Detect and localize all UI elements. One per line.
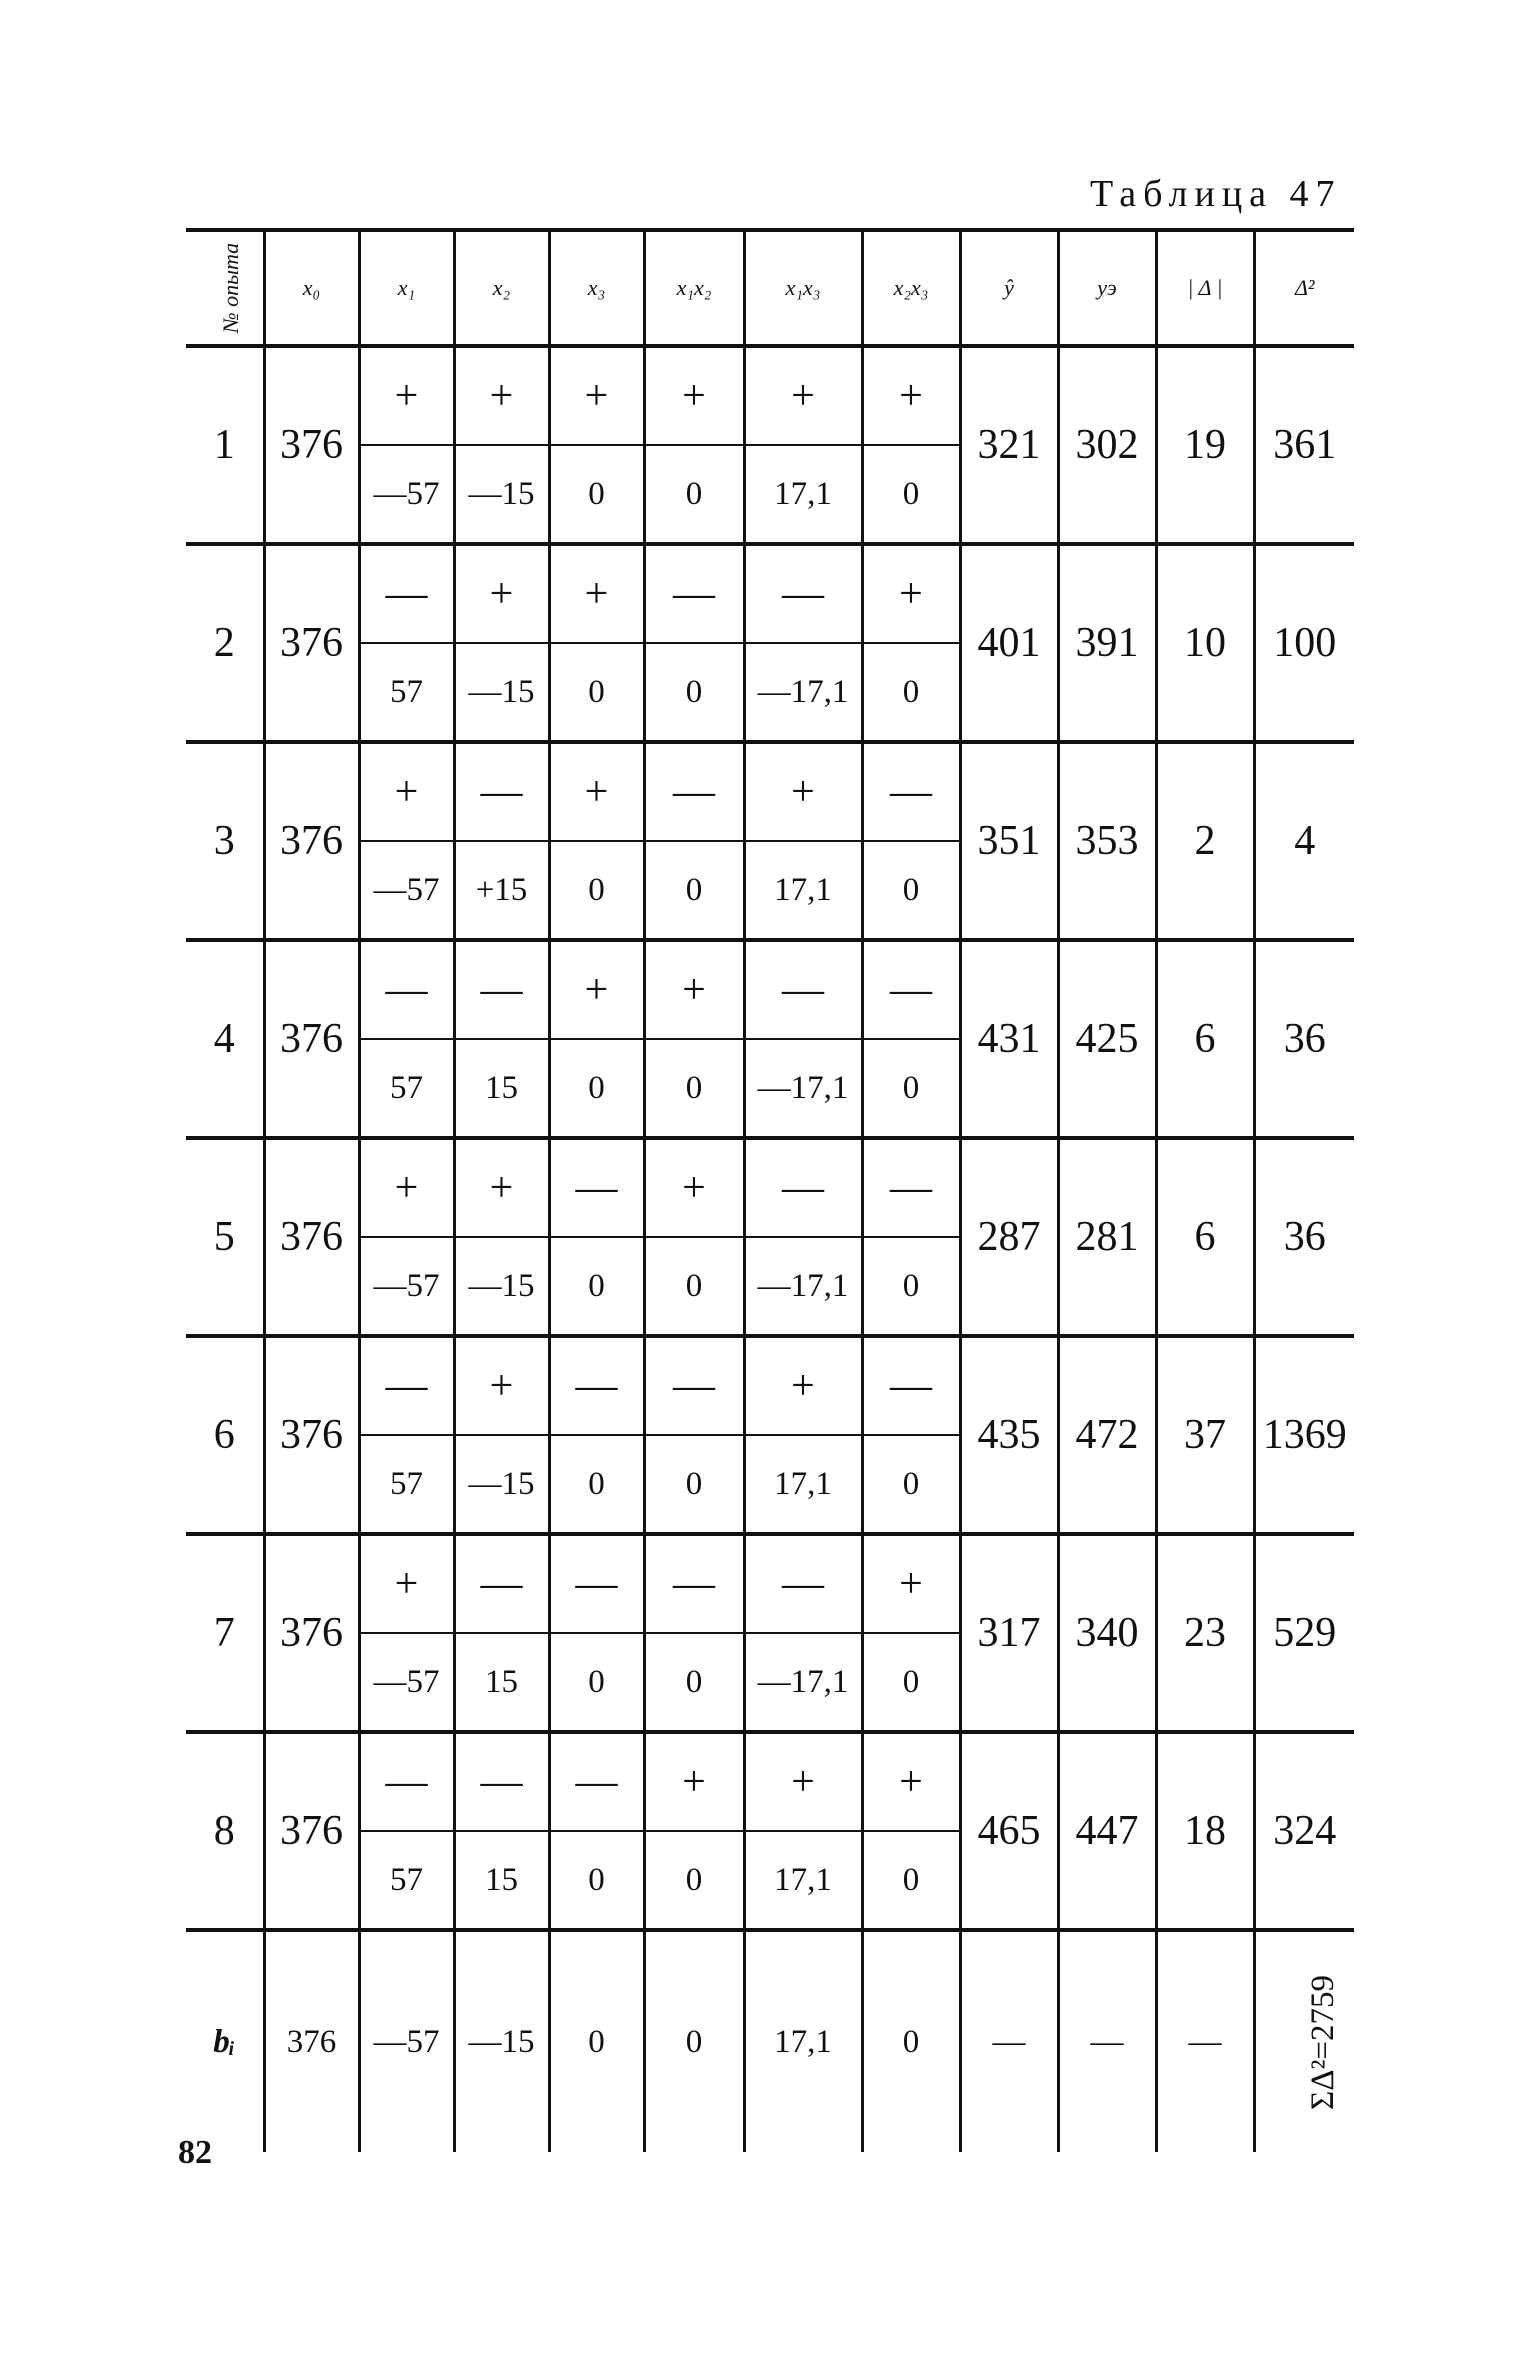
factor-sign: + — [549, 744, 644, 841]
coefficient-value: 0 — [862, 1039, 960, 1138]
coefficient-value: 0 — [644, 643, 744, 742]
y-hat-value: 287 — [960, 1140, 1058, 1336]
header-x1: x₁ — [359, 230, 454, 346]
coefficient-value: 0 — [644, 1435, 744, 1534]
experiment-number: 7 — [186, 1536, 264, 1732]
y-hat-value: 435 — [960, 1338, 1058, 1534]
coefficient-value: 0 — [862, 445, 960, 544]
coefficient-value: 17,1 — [744, 445, 862, 544]
header-x1x2: x₁x₂ — [644, 230, 744, 346]
factor-sign: + — [359, 744, 454, 841]
factor-sign: — — [549, 1140, 644, 1237]
abs-delta-value: 6 — [1156, 942, 1254, 1138]
coefficient-value: 0 — [862, 1633, 960, 1732]
experiment-number: 8 — [186, 1734, 264, 1930]
y-exp-value: 281 — [1058, 1140, 1156, 1336]
header-y-exp: yэ — [1058, 230, 1156, 346]
coefficient-value: —17,1 — [744, 1237, 862, 1336]
table-row — [186, 546, 1354, 643]
header-abs-delta: | Δ | — [1156, 230, 1254, 346]
factor-sign: — — [454, 1536, 549, 1633]
factor-sign: — — [744, 546, 862, 643]
factor-sign: — — [744, 1536, 862, 1633]
abs-delta-value: 19 — [1156, 346, 1254, 544]
coefficient-value: —57 — [359, 1237, 454, 1336]
coef-value: 0 — [862, 1932, 960, 2152]
experiment-number: 4 — [186, 942, 264, 1138]
factor-sign: — — [359, 1734, 454, 1831]
factor-sign: — — [454, 744, 549, 841]
delta-squared-value: 36 — [1283, 1214, 1326, 1260]
coefficient-value: —17,1 — [744, 1039, 862, 1138]
coef-label-text: bᵢ — [213, 2023, 236, 2060]
factor-sign: + — [862, 546, 960, 643]
coefficient-value: 0 — [862, 1237, 960, 1336]
header-row — [186, 230, 1354, 346]
factor-sign: + — [744, 1338, 862, 1435]
coefficient-value: 0 — [862, 1435, 960, 1534]
coefficient-value: 0 — [549, 1039, 644, 1138]
factor-sign: + — [644, 1140, 744, 1237]
coefficient-value: 0 — [549, 1435, 644, 1534]
experiment-number: 5 — [186, 1140, 264, 1336]
coef-abs-delta: — — [1156, 1932, 1254, 2152]
factor-sign: + — [549, 346, 644, 445]
y-exp-value: 353 — [1058, 744, 1156, 940]
coef-value: —57 — [359, 1932, 454, 2152]
table-row — [186, 1536, 1354, 1633]
delta-squared-value: 36 — [1283, 1016, 1326, 1062]
coefficient-value: 15 — [454, 1039, 549, 1138]
factor-sign: + — [862, 1536, 960, 1633]
factor-sign: — — [454, 942, 549, 1039]
coef-value: —15 — [454, 1932, 549, 2152]
coefficient-value: 0 — [549, 1633, 644, 1732]
coefficient-value: —57 — [359, 445, 454, 544]
header-delta-squared: Δ² — [1254, 230, 1354, 346]
y-hat-value: 321 — [960, 346, 1058, 544]
factor-sign: + — [644, 346, 744, 445]
abs-delta-value: 6 — [1156, 1140, 1254, 1336]
factor-sign: + — [454, 1140, 549, 1237]
experiment-number: 2 — [186, 546, 264, 742]
delta-squared-value: 529 — [1273, 1610, 1337, 1656]
factor-sign: — — [644, 1338, 744, 1435]
page-number: 82 — [178, 2134, 212, 2171]
table-row — [186, 744, 1354, 841]
coefficient-value: 57 — [359, 1831, 454, 1930]
coefficient-value: 15 — [454, 1831, 549, 1930]
coefficient-value: —15 — [454, 643, 549, 742]
factor-sign: — — [744, 1140, 862, 1237]
coefficient-value: —17,1 — [744, 1633, 862, 1732]
y-exp-value: 472 — [1058, 1338, 1156, 1534]
experiment-number: 6 — [186, 1338, 264, 1534]
delta-squared-value: 100 — [1273, 620, 1337, 666]
coefficient-value: —57 — [359, 1633, 454, 1732]
factor-sign: + — [549, 546, 644, 643]
coefficient-value: 0 — [644, 841, 744, 940]
factor-sign: — — [549, 1338, 644, 1435]
coefficient-value: +15 — [454, 841, 549, 940]
y-hat-value: 465 — [960, 1734, 1058, 1930]
coef-value: 17,1 — [744, 1932, 862, 2152]
header-experiment-number: № опыта — [186, 230, 264, 346]
abs-delta-value: 18 — [1156, 1734, 1254, 1930]
coefficient-value: 0 — [862, 643, 960, 742]
factor-sign: — — [549, 1536, 644, 1633]
coefficient-value: 57 — [359, 1435, 454, 1534]
coefficient-value: —15 — [454, 1435, 549, 1534]
factor-sign: + — [862, 346, 960, 445]
coefficient-value: 17,1 — [744, 1831, 862, 1930]
factor-sign: — — [549, 1734, 644, 1831]
header-x2x3: x₂x₃ — [862, 230, 960, 346]
coef-y-exp: — — [1058, 1932, 1156, 2152]
factor-sign: + — [644, 942, 744, 1039]
experiment-number: 3 — [186, 744, 264, 940]
x0-value: 376 — [264, 1338, 359, 1534]
factor-sign: — — [644, 546, 744, 643]
coefficient-value: 0 — [549, 643, 644, 742]
delta-squared-value: 1369 — [1262, 1412, 1347, 1458]
coefficient-value: —15 — [454, 1237, 549, 1336]
y-hat-value: 431 — [960, 942, 1058, 1138]
delta-squared-value: 361 — [1273, 422, 1337, 468]
coef-y-hat: — — [960, 1932, 1058, 2152]
coefficient-value: 0 — [644, 445, 744, 544]
coefficient-value: 15 — [454, 1633, 549, 1732]
factor-sign: + — [644, 1734, 744, 1831]
abs-delta-value: 2 — [1156, 744, 1254, 940]
table-row — [186, 346, 1354, 445]
abs-delta-value: 37 — [1156, 1338, 1254, 1534]
x0-value: 376 — [264, 546, 359, 742]
abs-delta-value: 23 — [1156, 1536, 1254, 1732]
coef-label — [186, 1932, 264, 2152]
header-y-hat: ŷ — [960, 230, 1058, 346]
coefficient-value: 17,1 — [744, 1435, 862, 1534]
factor-sign: + — [359, 346, 454, 445]
coef-value: 0 — [644, 1932, 744, 2152]
factor-sign: + — [549, 942, 644, 1039]
header-x2: x₂ — [454, 230, 549, 346]
coefficient-value: 0 — [549, 1831, 644, 1930]
experiment-number: 1 — [186, 346, 264, 544]
factor-sign: + — [454, 1338, 549, 1435]
header-x3: x₃ — [549, 230, 644, 346]
x0-value: 376 — [264, 1140, 359, 1336]
y-exp-value: 447 — [1058, 1734, 1156, 1930]
table-row — [186, 1734, 1354, 1831]
coefficient-value: 57 — [359, 643, 454, 742]
factor-sign: — — [744, 942, 862, 1039]
factor-sign: — — [862, 744, 960, 841]
coefficient-value: —17,1 — [744, 643, 862, 742]
coefficient-value: 17,1 — [744, 841, 862, 940]
delta-squared-value: 324 — [1273, 1808, 1337, 1854]
factor-sign: + — [454, 346, 549, 445]
coefficient-value: 0 — [644, 1039, 744, 1138]
y-hat-value: 351 — [960, 744, 1058, 940]
coefficient-row — [186, 1932, 1354, 2152]
coefficient-value: 0 — [862, 841, 960, 940]
factor-sign: + — [359, 1140, 454, 1237]
factor-sign: + — [744, 346, 862, 445]
x0-value: 376 — [264, 942, 359, 1138]
factor-sign: — — [359, 1338, 454, 1435]
factor-sign: — — [862, 942, 960, 1039]
header-x0: x₀ — [264, 230, 359, 346]
factor-sign: — — [862, 1140, 960, 1237]
x0-value: 376 — [264, 744, 359, 940]
coefficient-value: 0 — [549, 841, 644, 940]
delta-squared-value: 4 — [1294, 818, 1316, 864]
x0-value: 376 — [264, 346, 359, 544]
factor-sign: + — [862, 1734, 960, 1831]
table-row — [186, 1338, 1354, 1435]
sum-text: ΣΔ²=2759 — [1304, 1974, 1341, 2110]
table-caption: Таблица 47 — [1090, 173, 1342, 215]
coefficient-value: 0 — [644, 1831, 744, 1930]
factor-sign: — — [359, 942, 454, 1039]
coefficient-value: 0 — [549, 445, 644, 544]
experiment-table — [186, 228, 1354, 2152]
x0-value: 376 — [264, 1536, 359, 1732]
factor-sign: — — [862, 1338, 960, 1435]
coefficient-value: 0 — [862, 1831, 960, 1930]
factor-sign: — — [359, 546, 454, 643]
factor-sign: + — [454, 546, 549, 643]
coefficient-value: 0 — [644, 1237, 744, 1336]
header-x1x3: x₁x₃ — [744, 230, 862, 346]
factor-sign: — — [454, 1734, 549, 1831]
abs-delta-value: 10 — [1156, 546, 1254, 742]
y-hat-value: 401 — [960, 546, 1058, 742]
sum-delta-squared — [1254, 1932, 1354, 2152]
coefficient-value: —15 — [454, 445, 549, 544]
coef-x0: 376 — [264, 1932, 359, 2152]
coefficient-value: 0 — [549, 1237, 644, 1336]
coefficient-value: 57 — [359, 1039, 454, 1138]
y-exp-value: 302 — [1058, 346, 1156, 544]
factor-sign: — — [644, 1536, 744, 1633]
factor-sign: + — [744, 1734, 862, 1831]
coefficient-value: —57 — [359, 841, 454, 940]
table-row — [186, 1140, 1354, 1237]
y-exp-value: 425 — [1058, 942, 1156, 1138]
y-exp-value: 391 — [1058, 546, 1156, 742]
factor-sign: + — [744, 744, 862, 841]
coefficient-value: 0 — [644, 1633, 744, 1732]
factor-sign: + — [359, 1536, 454, 1633]
table-row — [186, 942, 1354, 1039]
x0-value: 376 — [264, 1734, 359, 1930]
factor-sign: — — [644, 744, 744, 841]
y-hat-value: 317 — [960, 1536, 1058, 1732]
y-exp-value: 340 — [1058, 1536, 1156, 1732]
coef-value: 0 — [549, 1932, 644, 2152]
